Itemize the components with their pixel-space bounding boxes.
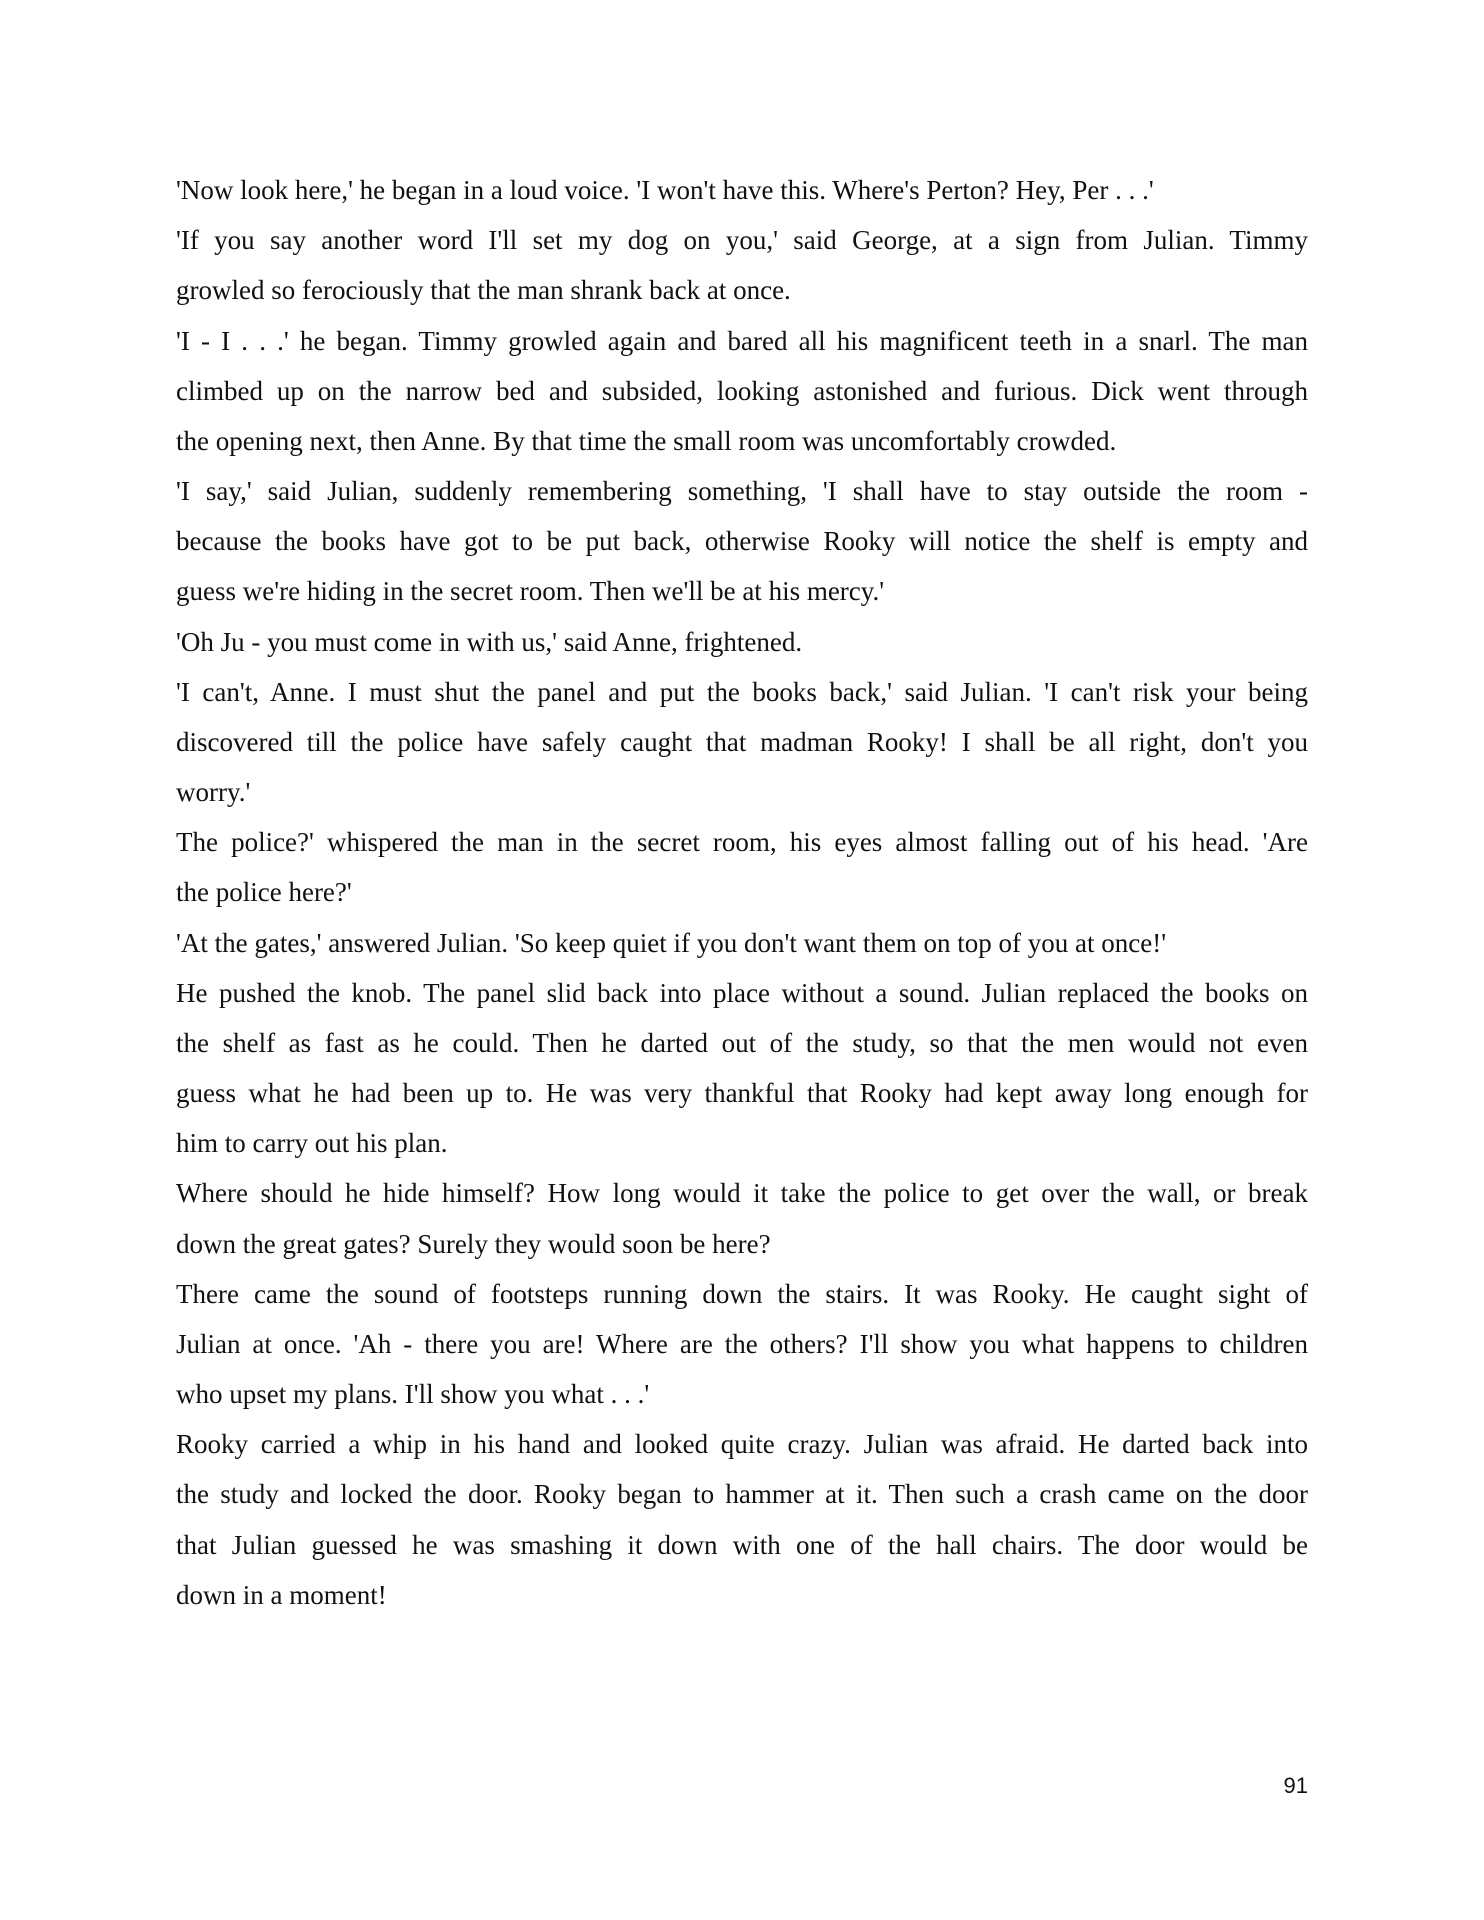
text-line: 'If you say another word I'll set my dog on you,' said George, at a sign from Julian. Timmy <box>176 225 1308 256</box>
text-line: Rooky carried a whip in his hand and looked quite crazy. Julian was afraid. He darted back into <box>176 1429 1308 1460</box>
text-line: 'Now look here,' he began in a loud voice. 'I won't have this. Where's Perton? Hey, Per . . .' <box>176 175 1154 205</box>
text-line: Julian at once. 'Ah - there you are! Where are the others? I'll show you what happens to children <box>176 1328 1308 1359</box>
text-line: that Julian guessed he was smashing it down with one of the hall chairs. The door would be <box>176 1529 1308 1560</box>
text-line: the police here?' <box>176 877 352 908</box>
text-line: down in a moment! <box>176 1579 387 1610</box>
text-line: the opening next, then Anne. By that time the small room was uncomfortably crowded. <box>176 425 1117 456</box>
page-number: 91 <box>1283 1773 1308 1798</box>
text-line: down the great gates? Surely they would soon be here? <box>176 1228 771 1259</box>
text-line: the study and locked the door. Rooky began to hammer at it. Then such a crash came on the door <box>176 1479 1308 1510</box>
text-line: 'I say,' said Julian, suddenly remembering something, 'I shall have to stay outside the room - <box>176 476 1308 507</box>
text-line: Where should he hide himself? How long would it take the police to get over the wall, or break <box>176 1178 1308 1209</box>
text-line: worry.' <box>176 777 251 808</box>
text-line: 'I can't, Anne. I must shut the panel and put the books back,' said Julian. 'I can't risk your being <box>176 676 1308 707</box>
body-text <box>176 165 1308 1620</box>
text-line: growled so ferociously that the man shrank back at once. <box>176 275 791 306</box>
text-line: The police?' whispered the man in the secret room, his eyes almost falling out of his head. 'Are <box>176 827 1308 858</box>
text-line: discovered till the police have safely caught that madman Rooky! I shall be all right, don't you <box>176 726 1308 757</box>
text-line: who upset my plans. I'll show you what . . .' <box>176 1379 650 1410</box>
text-line: 'Oh Ju - you must come in with us,' said Anne, frightened. <box>176 626 803 657</box>
text-line: because the books have got to be put back, otherwise Rooky will notice the shelf is empty and <box>176 526 1308 557</box>
text-line: the shelf as fast as he could. Then he darted out of the study, so that the men would not even <box>176 1027 1308 1058</box>
text-line: guess we're hiding in the secret room. Then we'll be at his mercy.' <box>176 576 885 607</box>
text-line: There came the sound of footsteps running down the stairs. It was Rooky. He caught sight of <box>176 1278 1308 1309</box>
text-line: He pushed the knob. The panel slid back into place without a sound. Julian replaced the books on <box>176 977 1308 1008</box>
text-line: climbed up on the narrow bed and subsided, looking astonished and furious. Dick went through <box>176 375 1308 406</box>
text-line: guess what he had been up to. He was very thankful that Rooky had kept away long enough for <box>176 1078 1308 1109</box>
text-line: 'At the gates,' answered Julian. 'So keep quiet if you don't want them on top of you at once!' <box>176 927 1167 958</box>
text-line: him to carry out his plan. <box>176 1128 448 1159</box>
text-line: 'I - I . . .' he began. Timmy growled again and bared all his magnificent teeth in a snarl. The man <box>176 325 1308 356</box>
